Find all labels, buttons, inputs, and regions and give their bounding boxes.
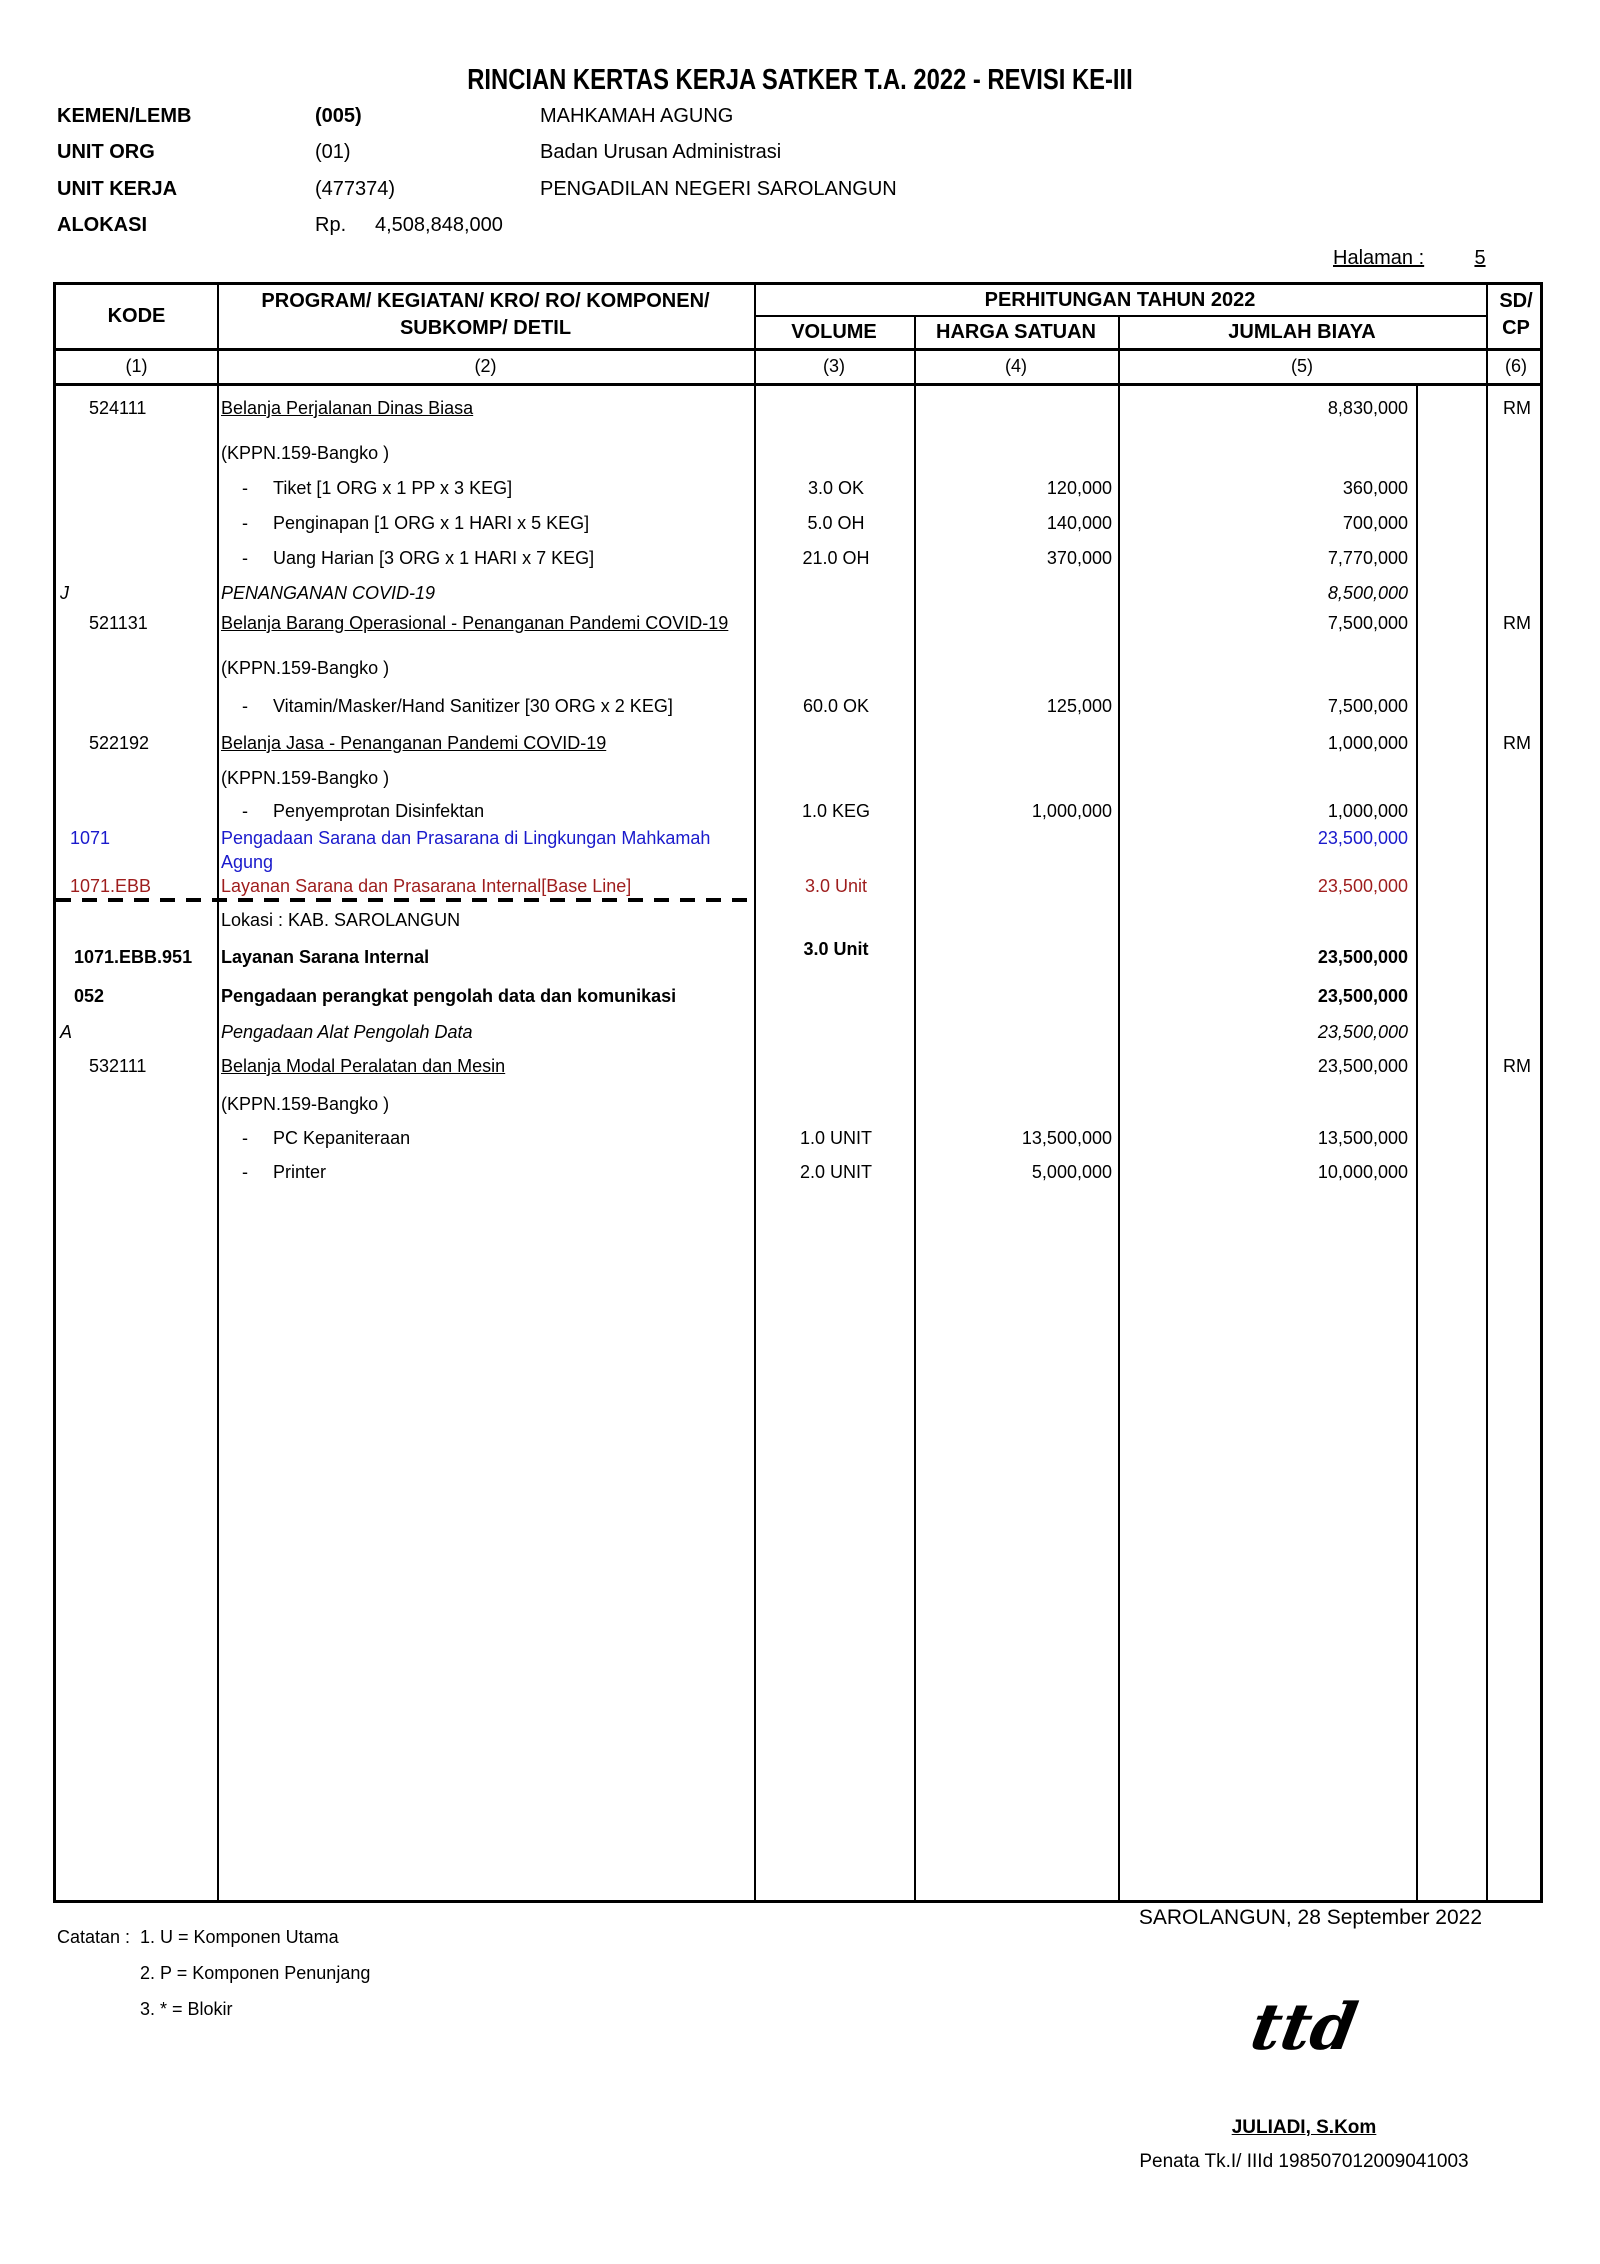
row-jumlah-biaya: 23,500,000 — [1317, 828, 1408, 848]
alokasi-currency: Rp. — [315, 214, 347, 236]
row-jumlah-biaya: 8,500,000 — [1327, 583, 1408, 603]
col-header-harga-satuan: HARGA SATUAN — [936, 321, 1096, 343]
row-kode: 1071 — [70, 828, 111, 848]
table-gridline-kode-program — [217, 285, 219, 1900]
halaman-value: 5 — [1474, 247, 1486, 269]
row-description: Uang Harian [3 ORG x 1 HARI x 7 KEG] — [273, 548, 595, 568]
row-description: (KPPN.159-Bangko ) — [221, 1094, 390, 1114]
row-jumlah-biaya: 1,000,000 — [1327, 733, 1408, 753]
col-number-6: (6) — [1505, 356, 1527, 376]
table-gridline-flag-sdcp — [1486, 285, 1488, 1900]
row-bullet: - — [242, 696, 248, 716]
col-header-program-line1: PROGRAM/ KEGIATAN/ KRO/ RO/ KOMPONEN/ — [261, 290, 710, 312]
row-description: Pengadaan Alat Pengolah Data — [221, 1022, 473, 1042]
row-description: Belanja Barang Operasional - Penanganan Pandemi COVID-19 — [221, 613, 729, 633]
catatan-note-3: 3. * = Blokir — [140, 1999, 233, 2019]
row-description: Belanja Perjalanan Dinas Biasa — [221, 398, 474, 418]
row-jumlah-biaya: 23,500,000 — [1317, 947, 1408, 967]
row-description: Printer — [273, 1162, 327, 1182]
row-description: Lokasi : KAB. SAROLANGUN — [221, 910, 461, 930]
row-harga-satuan: 370,000 — [1046, 548, 1112, 568]
row-kode: 1071.EBB.951 — [74, 947, 193, 967]
row-volume: 21.0 OH — [802, 548, 870, 568]
row-jumlah-biaya: 7,500,000 — [1327, 613, 1408, 633]
row-description: (KPPN.159-Bangko ) — [221, 658, 390, 678]
row-harga-satuan: 120,000 — [1046, 478, 1112, 498]
row-jumlah-biaya: 23,500,000 — [1317, 1022, 1408, 1042]
meta-code-unitkerja: (477374) — [315, 178, 396, 200]
meta-label-unitorg: UNIT ORG — [57, 141, 155, 163]
row-description: Vitamin/Masker/Hand Sanitizer [30 ORG x 2 KEG] — [273, 696, 673, 716]
col-header-sdcp-line1: SD/ — [1499, 290, 1533, 312]
row-jumlah-biaya: 23,500,000 — [1317, 1056, 1408, 1076]
row-kode: 532111 — [89, 1056, 147, 1076]
col-header-program-line2: SUBKOMP/ DETIL — [399, 317, 572, 339]
row-kode: 522192 — [89, 733, 150, 753]
row-bullet: - — [242, 513, 248, 533]
row-description: Pengadaan Sarana dan Prasarana di Lingkungan Mahkamah Agung — [221, 828, 711, 872]
meta-label-unitkerja: UNIT KERJA — [57, 178, 178, 200]
rkk-table — [53, 282, 1543, 1903]
meta-value-unitkerja: PENGADILAN NEGERI SAROLANGUN — [540, 178, 897, 200]
alokasi-amount: 4,508,848,000 — [375, 214, 503, 236]
row-description: Belanja Jasa - Penanganan Pandemi COVID-19 — [221, 733, 607, 753]
table-gridline-jumlah-flag — [1416, 383, 1418, 1900]
row-sdcp: RM — [1503, 733, 1531, 753]
table-gridline-header-bottom — [56, 348, 1540, 351]
row-bullet: - — [242, 1128, 248, 1148]
row-volume: 3.0 OK — [807, 478, 865, 498]
signatory-name: JULIADI, S.Kom — [1231, 2117, 1377, 2138]
row-jumlah-biaya: 7,770,000 — [1327, 548, 1408, 568]
row-description: Belanja Modal Peralatan dan Mesin — [221, 1056, 506, 1076]
catatan-label: Catatan : — [57, 1927, 131, 1947]
meta-code-unitorg: (01) — [315, 141, 351, 163]
catatan-note-2: 2. P = Komponen Penunjang — [140, 1963, 371, 1983]
row-jumlah-biaya: 23,500,000 — [1317, 986, 1408, 1006]
row-jumlah-biaya: 700,000 — [1342, 513, 1408, 533]
row-kode: 1071.EBB — [70, 876, 152, 896]
row-jumlah-biaya: 23,500,000 — [1317, 876, 1408, 896]
row-description: PC Kepaniteraan — [273, 1128, 411, 1148]
row-jumlah-biaya: 1,000,000 — [1327, 801, 1408, 821]
col-header-perhitungan: PERHITUNGAN TAHUN 2022 — [984, 289, 1256, 311]
row-volume: 5.0 OH — [807, 513, 865, 533]
col-header-sdcp-line2: CP — [1502, 317, 1530, 339]
meta-label-kemenlemb: KEMEN/LEMB — [57, 105, 192, 127]
row-description: Pengadaan perangkat pengolah data dan komunikasi — [221, 986, 677, 1006]
table-gridline-colnum-bottom — [56, 383, 1540, 386]
row-bullet: - — [242, 478, 248, 498]
table-gridline-perhitungan-sub — [754, 315, 1486, 317]
row-description: (KPPN.159-Bangko ) — [221, 443, 390, 463]
row-jumlah-biaya: 8,830,000 — [1327, 398, 1408, 418]
row-harga-satuan: 140,000 — [1046, 513, 1112, 533]
row-description: Penginapan [1 ORG x 1 HARI x 5 KEG] — [273, 513, 590, 533]
row-harga-satuan: 5,000,000 — [1031, 1162, 1112, 1182]
row-bullet: - — [242, 548, 248, 568]
row-bullet: - — [242, 801, 248, 821]
col-header-volume: VOLUME — [791, 321, 877, 343]
col-number-3: (3) — [823, 356, 845, 376]
row-harga-satuan: 125,000 — [1046, 696, 1112, 716]
col-number-4: (4) — [1005, 356, 1027, 376]
row-kode: 052 — [74, 986, 105, 1006]
col-number-5: (5) — [1291, 356, 1313, 376]
row-kode: 524111 — [89, 398, 147, 418]
row-volume: 1.0 UNIT — [799, 1128, 873, 1148]
halaman-label: Halaman : — [1333, 247, 1425, 269]
meta-value-unitorg: Badan Urusan Administrasi — [540, 141, 782, 163]
row-volume: 1.0 KEG — [801, 801, 871, 821]
row-sdcp: RM — [1503, 1056, 1531, 1076]
row-jumlah-biaya: 360,000 — [1342, 478, 1408, 498]
signatory-title: Penata Tk.I/ IIId 198507012009041003 — [1139, 2151, 1469, 2172]
col-number-2: (2) — [474, 356, 497, 376]
row-volume: 3.0 Unit — [803, 939, 869, 959]
row-bullet: - — [242, 1162, 248, 1182]
col-number-1: (1) — [125, 356, 148, 376]
catatan-note-1: 1. U = Komponen Utama — [140, 1927, 339, 1947]
row-description: Tiket [1 ORG x 1 PP x 3 KEG] — [273, 478, 513, 498]
row-sdcp: RM — [1503, 613, 1531, 633]
row-harga-satuan: 13,500,000 — [1021, 1128, 1112, 1148]
row-description: Penyemprotan Disinfektan — [273, 801, 485, 821]
row-harga-satuan: 1,000,000 — [1031, 801, 1112, 821]
row-volume: 3.0 Unit — [804, 876, 868, 896]
row-description: PENANGANAN COVID-19 — [221, 583, 436, 603]
row-kode: 521131 — [89, 613, 148, 633]
place-date: SAROLANGUN, 28 September 2022 — [1138, 1906, 1482, 1929]
page-title: RINCIAN KERTAS KERJA SATKER T.A. 2022 - REVISI KE-III — [467, 64, 1133, 96]
row-description: (KPPN.159-Bangko ) — [221, 768, 390, 788]
row-volume: 60.0 OK — [802, 696, 870, 716]
row-description: Layanan Sarana dan Prasarana Internal[Base Line] — [221, 876, 632, 896]
col-header-jumlah-biaya: JUMLAH BIAYA — [1228, 321, 1376, 343]
row-kode: A — [60, 1022, 73, 1042]
row-volume: 2.0 UNIT — [799, 1162, 873, 1182]
row-sdcp: RM — [1503, 398, 1531, 418]
row-jumlah-biaya: 7,500,000 — [1327, 696, 1408, 716]
row-description: Layanan Sarana Internal — [221, 947, 430, 967]
signature-ttd: ttd — [1245, 1990, 1363, 2065]
col-header-kode: KODE — [107, 305, 166, 327]
dashed-separator — [56, 898, 754, 902]
row-jumlah-biaya: 13,500,000 — [1317, 1128, 1408, 1148]
row-jumlah-biaya: 10,000,000 — [1317, 1162, 1408, 1182]
meta-label-alokasi: ALOKASI — [57, 214, 147, 236]
meta-value-kemenlemb: MAHKAMAH AGUNG — [540, 105, 734, 127]
row-kode: J — [60, 583, 69, 603]
meta-code-kemenlemb: (005) — [315, 105, 362, 127]
